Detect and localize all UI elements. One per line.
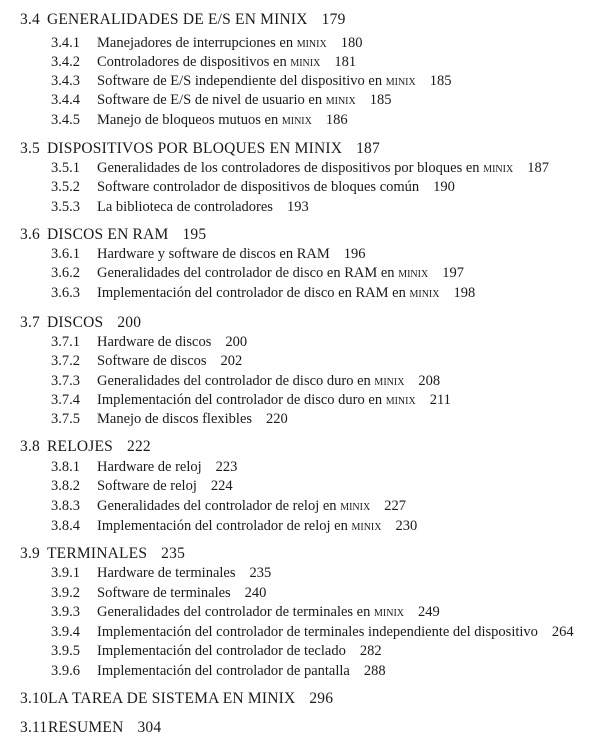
toc-title: Hardware y software de discos en RAM [97, 246, 330, 262]
toc-number: 3.8 [20, 438, 40, 455]
toc-subsection [51, 603, 440, 621]
toc-number: 3.5.1 [51, 160, 80, 176]
toc-subsection [51, 72, 451, 90]
toc-number: 3.4.5 [51, 112, 80, 128]
toc-title: Software de terminales [97, 585, 231, 601]
toc-subsection [51, 517, 417, 535]
toc-number: 3.6 [20, 226, 40, 243]
toc-number: 3.8.3 [51, 498, 80, 514]
toc-subsection [51, 391, 451, 409]
toc-subsection [51, 623, 574, 641]
toc-page-number: 224 [210, 478, 233, 494]
toc-number: 3.7.3 [51, 373, 80, 389]
toc-subsection [51, 53, 356, 71]
toc-title: Generalidades del controlador de reloj en minix [97, 498, 371, 514]
toc-page-number: 235 [161, 545, 186, 562]
toc-page-number: 249 [418, 604, 440, 620]
toc-subsection [51, 662, 386, 680]
toc-section [20, 438, 151, 456]
toc-title: Software de discos [97, 353, 207, 369]
toc-title: TERMINALES [47, 545, 148, 562]
toc-section [20, 314, 141, 332]
toc-number: 3.6.3 [51, 285, 80, 301]
toc-page-number: 196 [343, 246, 366, 262]
toc-page-number: 190 [433, 179, 455, 195]
toc-number: 3.4.2 [51, 54, 80, 70]
toc-subsection [51, 198, 309, 216]
toc-section [20, 719, 161, 737]
toc-title: Implementación del controlador de teclado [97, 643, 346, 659]
toc-page-number: 240 [244, 585, 267, 601]
toc-page-number: 223 [215, 459, 238, 475]
toc-title: DISCOS [47, 314, 104, 331]
toc-page-number: 208 [418, 373, 441, 389]
toc-subsection [51, 34, 362, 52]
toc-page-number: 187 [527, 160, 549, 176]
toc-number: 3.4.1 [51, 35, 80, 51]
toc-subsection [51, 284, 475, 302]
toc-page-number: 227 [384, 498, 406, 514]
toc-number: 3.5 [20, 140, 40, 157]
toc-title: DISPOSITIVOS POR BLOQUES EN MINIX [47, 140, 343, 157]
toc-page-number: 264 [551, 624, 574, 640]
toc-page-number: 235 [249, 565, 272, 581]
toc-subsection [51, 159, 549, 177]
toc-number: 3.8.2 [51, 478, 80, 494]
toc-page-number: 304 [137, 719, 162, 736]
toc-page-number: 198 [453, 285, 476, 301]
toc-page-number: 179 [321, 11, 346, 28]
toc-subsection [51, 245, 366, 263]
toc-title: RELOJES [47, 438, 113, 455]
toc-page-number: 288 [363, 663, 386, 679]
toc-page-number: 195 [182, 226, 207, 243]
toc-title: Implementación del controlador de terminales independiente del dispositivo [97, 624, 538, 640]
toc-number: 3.11 [20, 719, 48, 736]
toc-subsection [51, 178, 455, 196]
toc-page-number: 185 [429, 73, 452, 89]
toc-subsection [51, 564, 271, 582]
toc-number: 3.9.1 [51, 565, 80, 581]
toc-title: Software de reloj [97, 478, 197, 494]
toc-title: Generalidades del controlador de disco en RAM en minix [97, 265, 429, 281]
toc-subsection [51, 111, 348, 129]
toc-page-number: 193 [286, 199, 309, 215]
toc-title: LA TAREA DE SISTEMA EN MINIX [48, 690, 296, 707]
toc-number: 3.6.1 [51, 246, 80, 262]
toc-subsection [51, 458, 237, 476]
toc-page-number: 202 [220, 353, 243, 369]
toc-page-number: 197 [442, 265, 464, 281]
toc-number: 3.8.1 [51, 459, 80, 475]
toc-number: 3.9.4 [51, 624, 80, 640]
toc-subsection [51, 91, 391, 109]
toc-page-number: 230 [395, 518, 418, 534]
toc-title: La biblioteca de controladores [97, 199, 273, 215]
toc-title: Implementación del controlador de pantalla [97, 663, 350, 679]
toc-title: Manejo de discos flexibles [97, 411, 253, 427]
toc-title: Implementación del controlador de disco duro en minix [97, 392, 416, 408]
toc-section [20, 11, 346, 29]
toc-title: Controladores de dispositivos en minix [97, 54, 321, 70]
toc-page-number: 187 [356, 140, 380, 157]
toc-number: 3.6.2 [51, 265, 80, 281]
toc-section [20, 140, 380, 158]
toc-number: 3.7.4 [51, 392, 80, 408]
toc-title: DISCOS EN RAM [47, 226, 169, 243]
toc-title: RESUMEN [48, 719, 124, 736]
toc-page-number: 222 [127, 438, 151, 455]
toc-subsection [51, 333, 247, 351]
toc-section [20, 690, 333, 708]
toc-subsection [51, 497, 406, 515]
toc-page-number: 180 [340, 35, 363, 51]
toc-subsection [51, 410, 288, 428]
toc-page-number: 185 [369, 92, 392, 108]
toc-subsection [51, 584, 266, 602]
toc-subsection [51, 477, 233, 495]
toc-page-number: 220 [266, 411, 288, 427]
toc-number: 3.7.1 [51, 334, 80, 350]
toc-title: Software controlador de dispositivos de bloques común [97, 179, 420, 195]
toc-section [20, 226, 206, 244]
toc-title: Software de E/S independiente del dispositivo en minix [97, 73, 416, 89]
toc-title: Manejo de bloqueos mutuos en minix [97, 112, 312, 128]
toc-number: 3.9.2 [51, 585, 80, 601]
toc-title: Implementación del controlador de disco en RAM en minix [97, 285, 440, 301]
toc-subsection [51, 642, 382, 660]
toc-subsection [51, 264, 464, 282]
toc-title: Generalidades del controlador de disco duro en minix [97, 373, 405, 389]
toc-page-number: 186 [325, 112, 348, 128]
toc-number: 3.9 [20, 545, 40, 562]
toc-title: Hardware de discos [97, 334, 212, 350]
toc-number: 3.7.5 [51, 411, 80, 427]
toc-subsection [51, 352, 242, 370]
toc-page-number: 211 [429, 392, 451, 408]
toc-section [20, 545, 185, 563]
toc-page-number: 296 [309, 690, 334, 707]
toc-number: 3.5.2 [51, 179, 80, 195]
toc-number: 3.4.4 [51, 92, 80, 108]
toc-page-number: 181 [334, 54, 357, 70]
toc-title: Implementación del controlador de reloj en minix [97, 518, 382, 534]
toc-page-number: 282 [359, 643, 382, 659]
toc-title: Generalidades de los controladores de dispositivos por bloques en minix [97, 160, 514, 176]
toc-page-number: 200 [225, 334, 248, 350]
toc-title: Hardware de terminales [97, 565, 236, 581]
toc-title: Generalidades del controlador de terminales en minix [97, 604, 404, 620]
toc-number: 3.8.4 [51, 518, 80, 534]
toc-number: 3.4.3 [51, 73, 80, 89]
toc-number: 3.9.6 [51, 663, 80, 679]
toc-title: Manejadores de interrupciones en minix [97, 35, 327, 51]
toc-page-number: 200 [117, 314, 142, 331]
toc-title: GENERALIDADES DE E/S EN MINIX [47, 11, 308, 28]
toc-number: 3.4 [20, 11, 40, 28]
toc-number: 3.7.2 [51, 353, 80, 369]
toc-title: Hardware de reloj [97, 459, 202, 475]
toc-number: 3.9.5 [51, 643, 80, 659]
toc-title: Software de E/S de nivel de usuario en minix [97, 92, 356, 108]
toc-number: 3.7 [20, 314, 40, 331]
toc-number: 3.5.3 [51, 199, 80, 215]
toc-number: 3.10 [20, 690, 48, 707]
toc-number: 3.9.3 [51, 604, 80, 620]
toc-subsection [51, 372, 440, 390]
